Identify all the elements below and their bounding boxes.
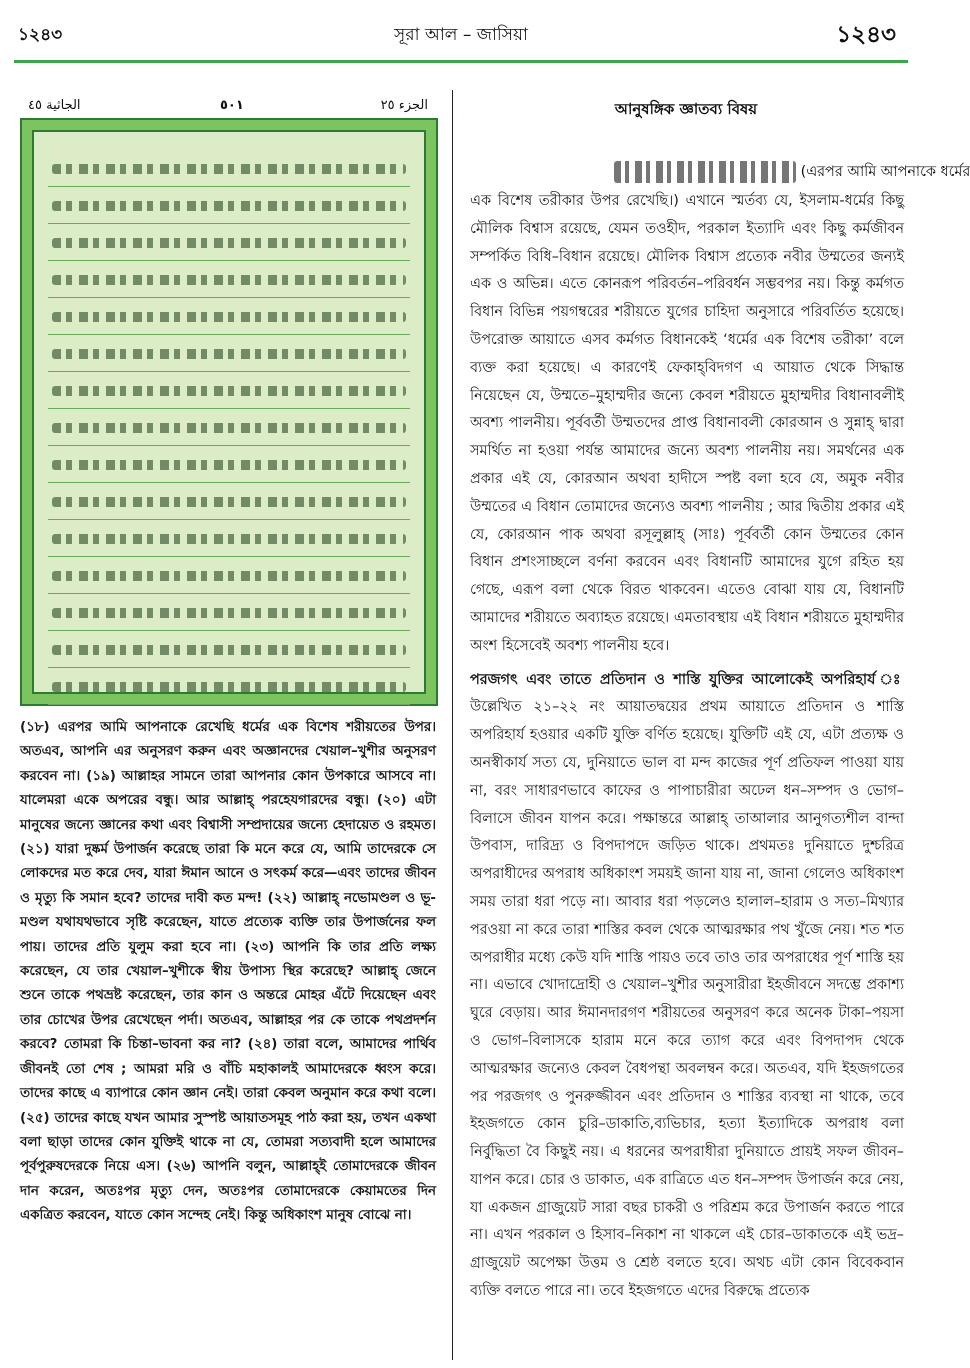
arabic-verse-lines bbox=[48, 150, 410, 705]
arabic-verse-line bbox=[48, 224, 410, 261]
column-divider bbox=[452, 90, 453, 1360]
page-header bbox=[0, 0, 922, 64]
arabic-verse-line bbox=[48, 298, 410, 335]
bengali-translation: (১৮) এরপর আমি আপনাকে রেখেছি ধর্মের এক বিশেষ শরীয়তের উপর। অতএব, আপনি এর অনুসরণ করুন এবং অজ্ঞানদের খেয়াল–খুশীর অনুসরণ করবেন না। (১৯) আল্লাহর সামনে তারা আপনার কোন উপকারে আসবে না। যালেমরা একে অপরের বন্ধু। আর আল্লাহ্ পরহেযগারদের বন্ধু। (২০) এটা মানুষের জন্যে জ্ঞানের কথা এবং বিশ্বাসী সম্প্রদায়ের জন্যে হেদায়েত ও রহমত। (২১) যারা দুষ্কর্ম উপার্জন করেছে তারা কি মনে করে যে, আমি তাদেরকে সে লোকদের মত করে দেব, যারা ঈমান আনে ও সৎকর্ম করে—এবং তাদের জীবন ও মৃত্যু কি সমান হবে? তাদের দাবী কত মন্দ! (২২) আল্লাহ্ নভোমণ্ডল ও ভূ-মণ্ডল যথাযথভাবে সৃষ্টি করেছেন, যাতে প্রত্যেক ব্যক্তি তার উপার্জনের ফল পায়। তাদের প্রতি যুলুম করা হবে না। (২৩) আপনি কি তার প্রতি লক্ষ্য করেছেন, যে তার খেয়াল–খুশীকে স্বীয় উপাস্য স্থির করেছে? আল্লাহ্ জেনে শুনে তাকে পথভ্রষ্ট করেছেন, তার কান ও অন্তরে মোহর এঁটে দিয়েছেন এবং তার চোখের উপর রেখেছেন পর্দা। অতএব, আল্লাহর পর কে তাকে পথপ্রদর্শন করবে? তোমরা কি চিন্তা–ভাবনা কর না? (২৪) তারা বলে, আমাদের পার্থিব জীবনই তো শেষ ; আমরা মরি ও বাঁচি মহাকালই আমাদেরকে ধ্বংস করে। তাদের কাছে এ ব্যাপারে কোন জ্ঞান নেই। তারা কেবল অনুমান করে কথা বলে। (২৫) তাদের কাছে যখন আমার সুস্পষ্ট আয়াতসমূহ পাঠ করা হয়, তখন একথা বলা ছাড়া তাদের কোন যুক্তিই থাকে না যে, তোমরা সত্যবাদী হলে আমাদের পূর্বপুরুষদেরকে নিয়ে এস। (২৬) আপনি বলুন, আল্লাহ্ই তোমাদেরকে জীবন দান করেন, অতঃপর মৃত্যু দেন, অতঃপর তোমাদেরকে কেয়ামতের দিন একত্রিত করবেন, যাতে কোন সন্দেহ নেই। কিন্তু অধিকাংশ মানুষ বোঝে না। bbox=[20, 720, 436, 1224]
commentary-paragraph-2-body: উল্লেখিত ২১–২২ নং আয়াতদ্বয়ের প্রথম আয়াতে প্রতিদান ও শাস্তি অপরিহার্য হওয়ার একটি যুক্তি বর্ণিত হয়েছে। যুক্তিটি এই যে, এটা প্রত্যক্ষ ও অনস্বীকার্য সত্য যে, দুনিয়াতে ভাল বা মন্দ কাজের পূর্ণ প্রতিফল পাওয়া যায় না, বরং সাধারণভাবে কাফের ও পাপাচারীরা অঢেল ধন–সম্পদ ও ভোগ–বিলাসে জীবন যাপন করে। পক্ষান্তরে আল্লাহ্ তাআলার আনুগত্যশীল বান্দা উপবাস, দারিদ্র্য ও বিপদাপদে জড়িত থাকে। প্রথমতঃ দুনিয়াতে দুশ্চরিত্র অপরাধীদের অপরাধ অধিকাংশ সময়ই জানা যায় না, জানা গেলেও অধিকাংশ সময় তারা ধরা পড়ে না। আবার ধরা পড়লেও হালাল–হারাম ও সত্য–মিথ্যার পরওয়া না করে তারা শাস্তির কবল থেকে আত্মরক্ষার পথ খুঁজে নেয়। শত শত অপরাধীর মধ্যে কেউ যদি শাস্তি পায়ও তবে তাও তার অপরাধের পূর্ণ শাস্তি হয় না। এভাবে খোদাদ্রোহী ও খেয়াল–খুশীর অনুসারীরা ইহজীবনে সদম্ভে প্রকাশ্য ঘুরে বেড়ায়। আর ঈমানদারগণ শরীয়তের অনুসরণ করে অনেক টাকা–পয়সা ও ভোগ–বিলাসকে হারাম মনে করে ত্যাগ করে এবং বিপদাপদ থেকে আত্মরক্ষার জন্যেও কেবল বৈধপন্থা অবলম্বন করে। অতএব, যদি ইহজগতের পর পরজগৎ ও পুনরুজ্জীবন এবং প্রতিদান ও শাস্তির ব্যবস্থা না থাকে, তবে ইহজগতে কোন চুরি–ডাকাতি,ব্যভিচার, হত্যা ইত্যাদিকে অপরাধ বলা নির্বুদ্ধিতা বৈ কিছুই নয়। এ ধরনের অপরাধীরা দুনিয়াতে প্রায়ই সফল জীবন–যাপন করে। চোর ও ডাকাত, এক রাত্রিতে এত ধন–সম্পদ উপার্জন করে নেয়, যা একজন গ্রাজুয়েট সারা বছর চাকরী ও পরিশ্রম করে উপার্জন করতে পারে না। এখন পরকাল ও হিসাব–নিকাশ না থাকলে এই চোর–ডাকাতকে এই ভদ্র–গ্রাজুয়েট অপেক্ষা উত্তম ও শ্রেষ্ঠ বলতে হবে। অথচ এটা কোন বিবেকবান ব্যক্তি বলতে পারে না। তবে ইহজগতে এদের বিরুদ্ধে প্রত্যেক bbox=[470, 699, 904, 1300]
arabic-verse-line bbox=[48, 372, 410, 409]
arabic-verse-line bbox=[48, 520, 410, 557]
arabic-header-right: الجزء ٢٥ bbox=[380, 98, 428, 113]
commentary-first-line-text: (এরপর আমি আপনাকে ধর্মের bbox=[800, 164, 970, 180]
arabic-quote-snippet bbox=[614, 161, 796, 183]
arabic-header-center: ٥٠١ bbox=[220, 98, 244, 113]
surah-title: সূরা আল – জাসিয়া bbox=[394, 25, 528, 45]
arabic-page-header bbox=[20, 98, 438, 116]
arabic-verse-line bbox=[48, 261, 410, 298]
arabic-verse-line bbox=[48, 446, 410, 483]
arabic-verse-line bbox=[48, 483, 410, 520]
arabic-verse-line bbox=[48, 335, 410, 372]
commentary-text bbox=[470, 188, 904, 1306]
arabic-verse-line bbox=[48, 150, 410, 187]
commentary-paragraph-2 bbox=[470, 667, 904, 1306]
commentary-title: আনুষঙ্গিক জ্ঞাতব্য বিষয় bbox=[614, 100, 758, 118]
page-number-left: ১২৪৩ bbox=[18, 25, 63, 45]
arabic-verse-line bbox=[48, 557, 410, 594]
arabic-verse-line bbox=[48, 631, 410, 668]
arabic-text-panel bbox=[20, 118, 438, 706]
arabic-header-left: الجاثية ٤٥ bbox=[28, 98, 81, 113]
arabic-verse-line bbox=[48, 668, 410, 705]
header-rule bbox=[14, 60, 908, 63]
page-number-right: ১২৪৩ bbox=[836, 22, 896, 48]
arabic-verse-line bbox=[48, 594, 410, 631]
commentary-subheading: পরজগৎ এবং তাতে প্রতিদান ও শাস্তি যুক্তির আলোকেই অপরিহার্য ঃ bbox=[470, 671, 904, 688]
arabic-verse-line bbox=[48, 409, 410, 446]
arabic-text-inner bbox=[32, 130, 426, 694]
commentary-paragraph-1: এক বিশেষ তরীকার উপর রেখেছি।) এখানে স্মর্তব্য যে, ইসলাম-ধর্মের কিছু মৌলিক বিশ্বাস রয়েছে, যেমন তওহীদ, পরকাল ইত্যাদি এবং কিছু কর্মজীবন সম্পর্কিত বিধি–বিধান রয়েছে। মৌলিক বিশ্বাস প্রত্যেক নবীর উম্মতের জন্যই এক ও অভিন্ন। এতে কোনরূপ পরিবর্তন–পরিবর্ধন সম্ভবপর নয়। কিন্তু কর্মগত বিধান বিভিন্ন পয়গম্বরের শরীয়তে যুগের চাহিদা অনুসারে পরিবর্তিত হয়েছে। উপরোক্ত আয়াতে এসব কর্মগত বিধানকেই ‘ধর্মের এক বিশেষ তরীকা’ বলে ব্যক্ত করা হয়েছে। এ কারণেই ফেকাহ্‌বিদগণ এ আয়াত থেকে সিদ্ধান্ত নিয়েছেন যে, উম্মতে–মুহাম্মদীর জন্যে কেবল শরীয়তে মুহাম্মদীর বিধানাবলীই অবশ্য পালনীয়। পূর্ববর্তী উম্মতদের প্রাপ্ত বিধানাবলী কোরআন ও সুন্নাহ্ দ্বারা সমর্থিত না হওয়া পর্যন্ত আমাদের জন্যে অবশ্য পালনীয় নয়। সমর্থনের এক প্রকার এই যে, কোরআন অথবা হাদীসে স্পষ্ট বলা হবে যে, অমুক নবীর উম্মতের এ বিধান তোমাদের জন্যেও অবশ্য পালনীয় ; আর দ্বিতীয় প্রকার এই যে, কোরআন পাক অথবা রসূলুল্লাহ্ (সাঃ) পূর্ববর্তী কোন উম্মতের কোন বিধান প্রশংসাচ্ছলে বর্ণনা করবেন এবং বিধানটি আমাদের যুগে রহিত হয় গেছে, এরূপ বলা থেকে বিরত থাকবেন। এতেও বোঝা যায় যে, বিধানটি আমাদের শরীয়তে অব্যাহত রয়েছে। এমতাবস্থায় এই বিধান শরীয়তে মুহাম্মদীর অংশ হিসেবেই অবশ্য পালনীয় হবে। bbox=[470, 193, 904, 654]
arabic-verse-line bbox=[48, 187, 410, 224]
commentary-first-line bbox=[614, 158, 970, 186]
